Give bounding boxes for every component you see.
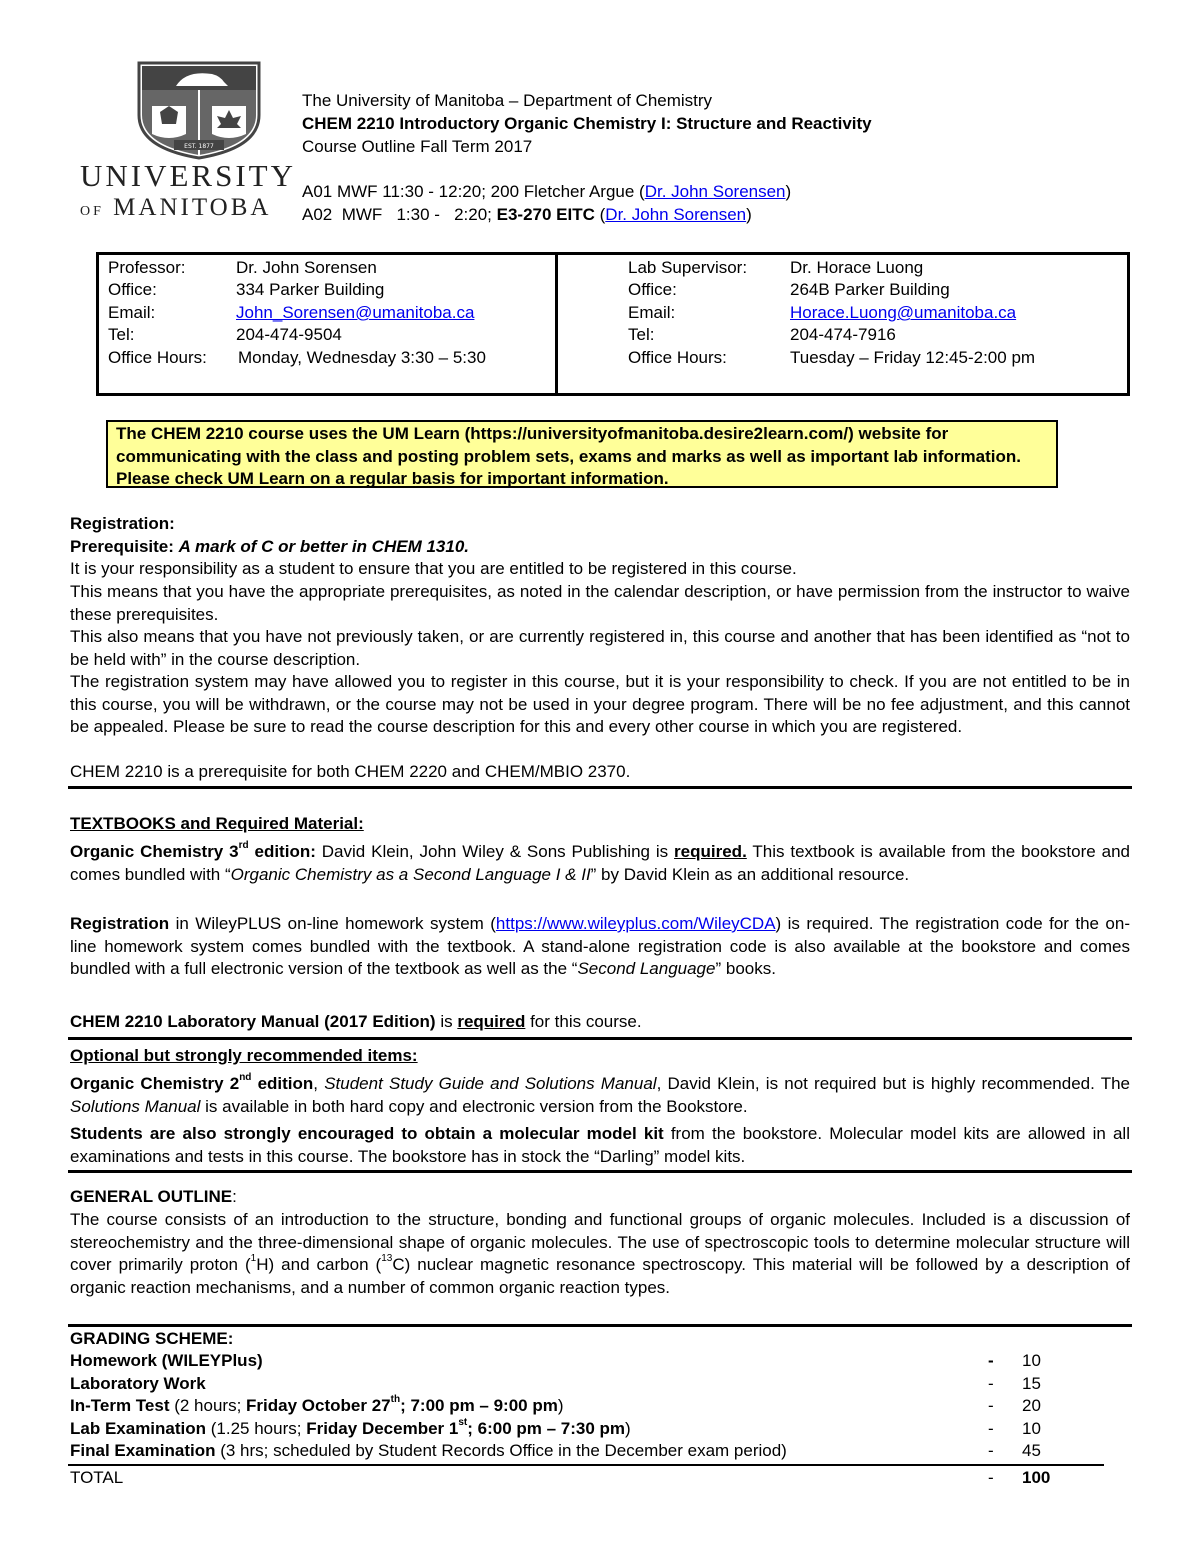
- prerequisite-line: Prerequisite: A mark of C or better in CHEM 1310.: [70, 537, 469, 556]
- registration-p4: The registration system may have allowed you to register in this course, but it is your responsibility to check. If you are not entitled to be in this course, you will be withdrawn, or the course may not be used in your degree program. There will be no fee adjustment, and this cannot be appealed. Please be sure to read the course description for this and every other course in which you are registered.: [70, 672, 1130, 736]
- department-line: The University of Manitoba – Department of Chemistry: [302, 91, 713, 110]
- grading-row-lab-exam: Lab Examination (1.25 hours; Friday December 1st; 6:00 pm – 7:30 pm) - 10: [70, 1417, 1041, 1438]
- textbooks-heading: TEXTBOOKS and Required Material:: [70, 814, 364, 833]
- professor-email-link[interactable]: John_Sorensen@umanitoba.ca: [236, 303, 475, 322]
- course-title: CHEM 2210 Introductory Organic Chemistry I: Structure and Reactivity: [302, 114, 872, 133]
- crest-icon: [136, 60, 262, 160]
- total-divider: [68, 1464, 1104, 1466]
- instructor-link-a02[interactable]: Dr. John Sorensen: [605, 205, 747, 224]
- registration-heading: Registration:: [70, 514, 175, 533]
- instructor-link-a01[interactable]: Dr. John Sorensen: [644, 182, 786, 201]
- um-learn-notice: The CHEM 2210 course uses the UM Learn (https://universityofmanitoba.desire2learn.com/) website for communicating with the class and posting problem sets, exams and marks as well as important lab information. Please check UM Learn on a regular basis for important information.: [106, 420, 1058, 488]
- study-guide-paragraph: Organic Chemistry 2nd edition, Student Study Guide and Solutions Manual, David Klein, is not required but is highly recommended. The Solutions Manual is available in both hard copy and electronic version from the Bookstore.: [70, 1072, 1130, 1116]
- grading-row-homework: Homework (WILEYPlus) - 10: [70, 1351, 1041, 1370]
- lab-supervisor-tel: 204-474-7916: [790, 325, 896, 344]
- grading-heading: GRADING SCHEME:: [70, 1329, 234, 1348]
- contact-box: Professor: Dr. John Sorensen Office: 334 Parker Building Email: John_Sorensen@umanitoba.ca Tel: 204-474-9504 Office Hours: Monday, Wednesday 3:30 – 5:30 Lab Supervisor: Dr. Horace Luong Office: 264B Parker Building Email: Horace.Luong@umanitoba.ca Tel: 204-474-7916 Office Hours: Tuesday – Friday 12:45-2:00 pm: [96, 252, 1130, 396]
- svg-text:EST. 1877: EST. 1877: [184, 143, 214, 150]
- lab-supervisor-hours: Tuesday – Friday 12:45-2:00 pm: [790, 348, 1036, 367]
- textbook-paragraph: Organic Chemistry 3rd edition: David Klein, John Wiley & Sons Publishing is required. This textbook is available from the bookstore and comes bundled with “Organic Chemistry as a Second Language I & II” by David Klein as an additional resource.: [70, 840, 1130, 884]
- grading-row-total: TOTAL - 100: [70, 1468, 1051, 1487]
- section-divider: [68, 1170, 1132, 1173]
- section-a01: A01 MWF 11:30 - 12:20; 200 Fletcher Argue (Dr. John Sorensen): [302, 182, 792, 201]
- section-divider: [68, 1037, 1132, 1040]
- professor-hours: Monday, Wednesday 3:30 – 5:30: [238, 348, 486, 367]
- logo-line-manitoba: OF MANITOBA: [80, 194, 272, 221]
- general-outline-heading: GENERAL OUTLINE:: [70, 1187, 237, 1206]
- contact-divider: [555, 255, 558, 393]
- model-kit-paragraph: Students are also strongly encouraged to obtain a molecular model kit from the bookstore. Molecular model kits are allowed in all examinations and tests in this course. The bookstore has in stock the “Darling” model kits.: [70, 1124, 1130, 1166]
- grading-row-interm: In-Term Test (2 hours; Friday October 27th; 7:00 pm – 9:00 pm) - 20: [70, 1394, 1041, 1415]
- optional-heading: Optional but strongly recommended items:: [70, 1046, 418, 1065]
- lab-manual-line: CHEM 2210 Laboratory Manual (2017 Edition) is required for this course.: [70, 1012, 642, 1031]
- professor-name: Dr. John Sorensen: [236, 258, 377, 277]
- professor-office: 334 Parker Building: [236, 280, 385, 299]
- wileyplus-paragraph: Registration in WileyPLUS on-line homework system (https://www.wileyplus.com/WileyCDA) is required. The registration code for the on-line homework system comes bundled with the textbook. A stand-alone registration code is also available at the bookstore and comes bundled with a full electronic version of the textbook as well as the “Second Language” books.: [70, 914, 1131, 978]
- logo-line-university: UNIVERSITY: [80, 158, 296, 193]
- term-line: Course Outline Fall Term 2017: [302, 137, 533, 156]
- lab-supervisor-office: 264B Parker Building: [790, 280, 950, 299]
- wileyplus-link[interactable]: https://www.wileyplus.com/WileyCDA: [495, 914, 776, 933]
- lab-supervisor-email-link[interactable]: Horace.Luong@umanitoba.ca: [790, 303, 1017, 322]
- grading-row-lab: Laboratory Work - 15: [70, 1374, 1041, 1393]
- registration-p1: It is your responsibility as a student to ensure that you are entitled to be registered in this course.: [70, 559, 797, 578]
- registration-p5: CHEM 2210 is a prerequisite for both CHEM 2220 and CHEM/MBIO 2370.: [70, 762, 631, 781]
- section-a02: A02 MWF 1:30 - 2:20; E3-270 EITC (Dr. John Sorensen): [302, 205, 752, 224]
- registration-p3: This also means that you have not previously taken, or are currently registered in, this course and another that has been identified as “not to be held with” in the course description.: [70, 627, 1130, 669]
- lab-supervisor-name: Dr. Horace Luong: [790, 258, 924, 277]
- section-divider: [68, 1324, 1132, 1327]
- section-divider: [68, 786, 1132, 789]
- grading-row-final: Final Examination (3 hrs; scheduled by Student Records Office in the December exam period) - 45: [70, 1441, 1041, 1460]
- professor-tel: 204-474-9504: [236, 325, 342, 344]
- general-outline-text: The course consists of an introduction to the structure, bonding and functional groups of organic molecules. Included is a discussion of stereochemistry and the three-dimensional shape of organic molecules. The use of spectroscopic tools to determine molecular structure will cover primarily proton ($^1$H) and carbon ($^{13}$C) nuclear magnetic resonance spectroscopy. This material will be followed by a description of organic reaction mechanisms, and a number of common organic reaction types.: [70, 1210, 1130, 1297]
- registration-p2: This means that you have the appropriate prerequisites, as noted in the calendar description, or have permission from the instructor to waive these prerequisites.: [70, 582, 1130, 624]
